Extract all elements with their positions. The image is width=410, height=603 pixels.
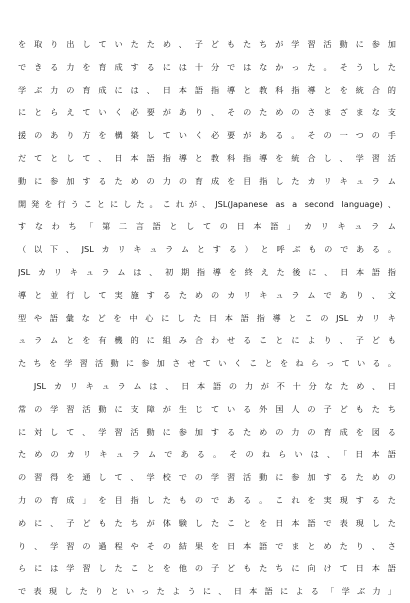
text-line: り、学習の過程やその結果を日本語でまとめたり、さ bbox=[18, 540, 396, 551]
text-line: ためのカリキュラムである。そのねらいは、「日本語 bbox=[18, 449, 396, 460]
text-line: に対して、学習活動に参加するための力の育成を図る bbox=[18, 426, 396, 437]
text-line: 常の学習活動に支障が生じている外国人の子どもたち bbox=[18, 403, 396, 414]
text-line: で表現したりといったように、日本語による「学ぶ力」 bbox=[18, 586, 396, 597]
text-line: の習得を通して、学校での学習活動に参加するための bbox=[18, 472, 396, 483]
text-line: 学ぶ力の育成には、日本語指導と教科指導とを統合的 bbox=[18, 84, 396, 95]
text-line: たちを学習活動に参加させていくことをねらっている。 bbox=[18, 358, 396, 369]
text-line: にとらえていく必要があり、そのためのさまざまな支 bbox=[18, 107, 396, 118]
text-line: 援のあり方を構築していく必要がある。その一つの手 bbox=[18, 130, 396, 141]
text-line: ュラムとを有機的に組み合わせることにより、子ども bbox=[18, 335, 396, 346]
text-line: JSLカリキュラムは、日本語の力が不十分なため、日 bbox=[18, 380, 396, 391]
text-line: らには学習したことを他の子どもたちに向けて日本語 bbox=[18, 563, 396, 574]
text-line: めに、子どもたちが体験したことを日本語で表現した bbox=[18, 517, 396, 528]
text-line: すなわち「第二言語としての日本語」カリキュラム bbox=[18, 221, 396, 232]
text-line: できる力を育成するには十分ではなかった。そうした bbox=[18, 61, 396, 72]
text-line: JSLカリキュラムは、初期指導を終えた後に、日本語指 bbox=[18, 266, 396, 277]
text-line: だてとして、日本語指導と教科指導を統合し、学習活 bbox=[18, 152, 396, 163]
text-line: 導と並行して実施するためのカリキュラムであり、文 bbox=[18, 289, 396, 300]
body-text bbox=[18, 33, 396, 603]
text-line: を取り出していたため、子どもたちが学習活動に参加 bbox=[18, 39, 396, 49]
text-line: 型や語彙などを中心にした日本語指導とこのJSLカリキ bbox=[18, 312, 396, 323]
text-line: 動に参加するための力の育成を目指したカリキュラム bbox=[18, 175, 396, 186]
text-line: 開発を行うことにした。これが、JSL(Japanese as a second language)、 bbox=[18, 198, 396, 209]
text-line: （以下、JSLカリキュラムとする）と呼ぶものである。 bbox=[18, 244, 396, 255]
text-line: 力の育成」を目指したものである。これを実現するた bbox=[18, 494, 396, 505]
